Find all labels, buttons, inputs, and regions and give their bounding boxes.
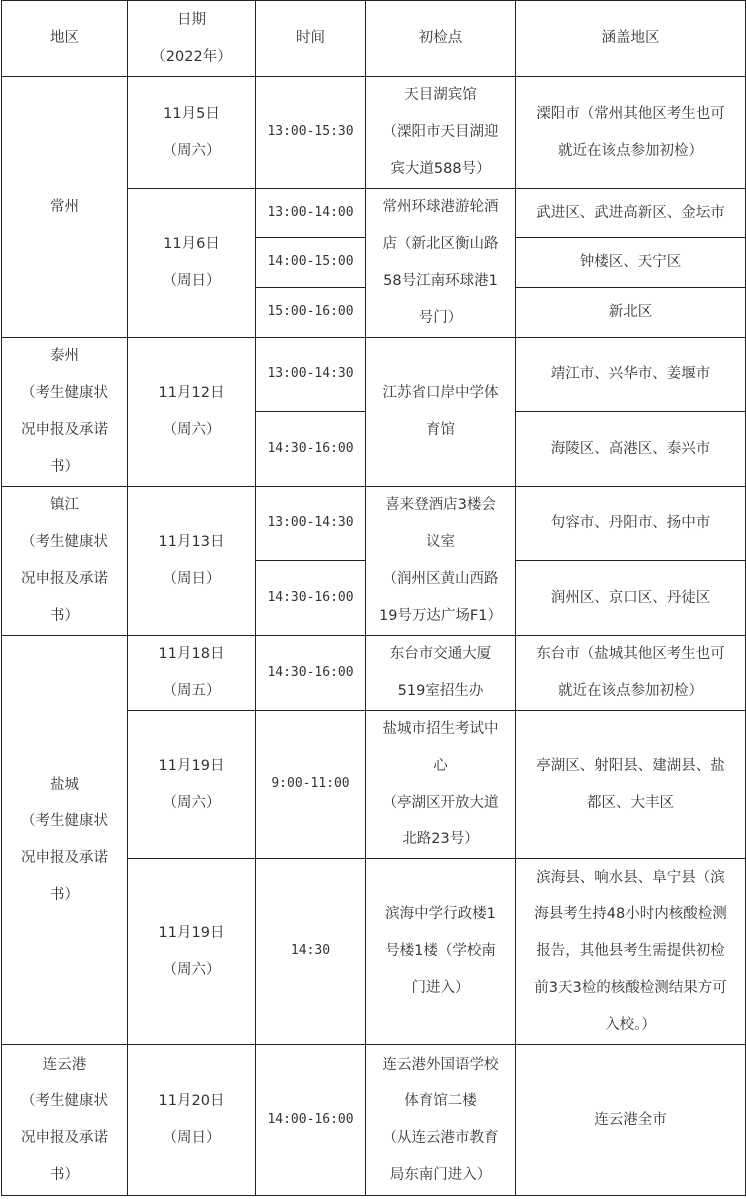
time-cell: 14:00-16:00 xyxy=(256,1045,366,1196)
site-cell: 常州环球港游轮酒 店（新北区衡山路 58号江南环球港1 号门） xyxy=(366,189,516,338)
date-cell: 11月5日 （周六） xyxy=(128,77,256,189)
coverage-cell: 滨海县、响水县、阜宁县（滨 海县考生持48小时内核酸检测 报告，其他县考生需提供初检 前3天3检的核酸检测结果方可 入校。） xyxy=(516,859,746,1045)
date-cell: 11月12日 （周六） xyxy=(128,338,256,487)
region-cell: 盐城 （考生健康状 况申报及承诺 书） xyxy=(2,636,128,1045)
time-cell: 13:00-14:00 xyxy=(256,189,366,238)
region-cell: 连云港 （考生健康状 况申报及承诺 书） xyxy=(2,1045,128,1196)
site-cell: 江苏省口岸中学体 育馆 xyxy=(366,338,516,487)
time-cell: 14:00-15:00 xyxy=(256,238,366,288)
coverage-cell: 新北区 xyxy=(516,288,746,338)
site-cell: 连云港外国语学校 体育馆二楼 （从连云港市教育 局东南门进入） xyxy=(366,1045,516,1196)
coverage-cell: 连云港全市 xyxy=(516,1045,746,1196)
coverage-cell: 武进区、武进高新区、金坛市 xyxy=(516,189,746,238)
header-coverage: 涵盖地区 xyxy=(516,1,746,77)
time-cell: 15:00-16:00 xyxy=(256,288,366,338)
time-cell: 13:00-15:30 xyxy=(256,77,366,189)
table-row xyxy=(2,338,746,412)
site-cell: 喜来登酒店3楼会 议室 （润州区黄山西路 19号万达广场F1） xyxy=(366,487,516,636)
time-cell: 13:00-14:30 xyxy=(256,338,366,412)
time-cell: 9:00-11:00 xyxy=(256,711,366,859)
site-cell: 天目湖宾馆 （溧阳市天目湖迎 宾大道588号） xyxy=(366,77,516,189)
time-cell: 14:30 xyxy=(256,859,366,1045)
date-cell: 11月6日 （周日） xyxy=(128,189,256,338)
table-row xyxy=(2,77,746,189)
coverage-cell: 东台市（盐城其他区考生也可 就近在该点参加初检） xyxy=(516,636,746,711)
region-cell: 常州 xyxy=(2,77,128,338)
time-cell: 14:30-16:00 xyxy=(256,561,366,636)
date-cell: 11月20日 （周日） xyxy=(128,1045,256,1196)
date-cell: 11月19日 （周六） xyxy=(128,859,256,1045)
coverage-cell: 海陵区、高港区、泰兴市 xyxy=(516,412,746,487)
coverage-cell: 句容市、丹阳市、扬中市 xyxy=(516,487,746,561)
coverage-cell: 亭湖区、射阳县、建湖县、盐 都区、大丰区 xyxy=(516,711,746,859)
table-row xyxy=(2,487,746,561)
exam-schedule-table xyxy=(1,0,746,1196)
header-region: 地区 xyxy=(2,1,128,77)
date-cell: 11月13日 （周日） xyxy=(128,487,256,636)
coverage-cell: 溧阳市（常州其他区考生也可 就近在该点参加初检） xyxy=(516,77,746,189)
header-site: 初检点 xyxy=(366,1,516,77)
time-cell: 14:30-16:00 xyxy=(256,636,366,711)
table-row xyxy=(2,636,746,711)
site-cell: 东台市交通大厦 519室招生办 xyxy=(366,636,516,711)
time-cell: 14:30-16:00 xyxy=(256,412,366,487)
header-time: 时间 xyxy=(256,1,366,77)
site-cell: 滨海中学行政楼1 号楼1楼（学校南 门进入） xyxy=(366,859,516,1045)
region-cell: 镇江 （考生健康状 况申报及承诺 书） xyxy=(2,487,128,636)
coverage-cell: 钟楼区、天宁区 xyxy=(516,238,746,288)
coverage-cell: 润州区、京口区、丹徒区 xyxy=(516,561,746,636)
header-date: 日期 （2022年） xyxy=(128,1,256,77)
time-cell: 13:00-14:30 xyxy=(256,487,366,561)
date-cell: 11月19日 （周六） xyxy=(128,711,256,859)
coverage-cell: 靖江市、兴华市、姜堰市 xyxy=(516,338,746,412)
table-row xyxy=(2,1045,746,1196)
date-cell: 11月18日 （周五） xyxy=(128,636,256,711)
region-cell: 泰州 （考生健康状 况申报及承诺 书） xyxy=(2,338,128,487)
table-header-row xyxy=(2,1,746,77)
site-cell: 盐城市招生考试中 心 （亭湖区开放大道 北路23号） xyxy=(366,711,516,859)
